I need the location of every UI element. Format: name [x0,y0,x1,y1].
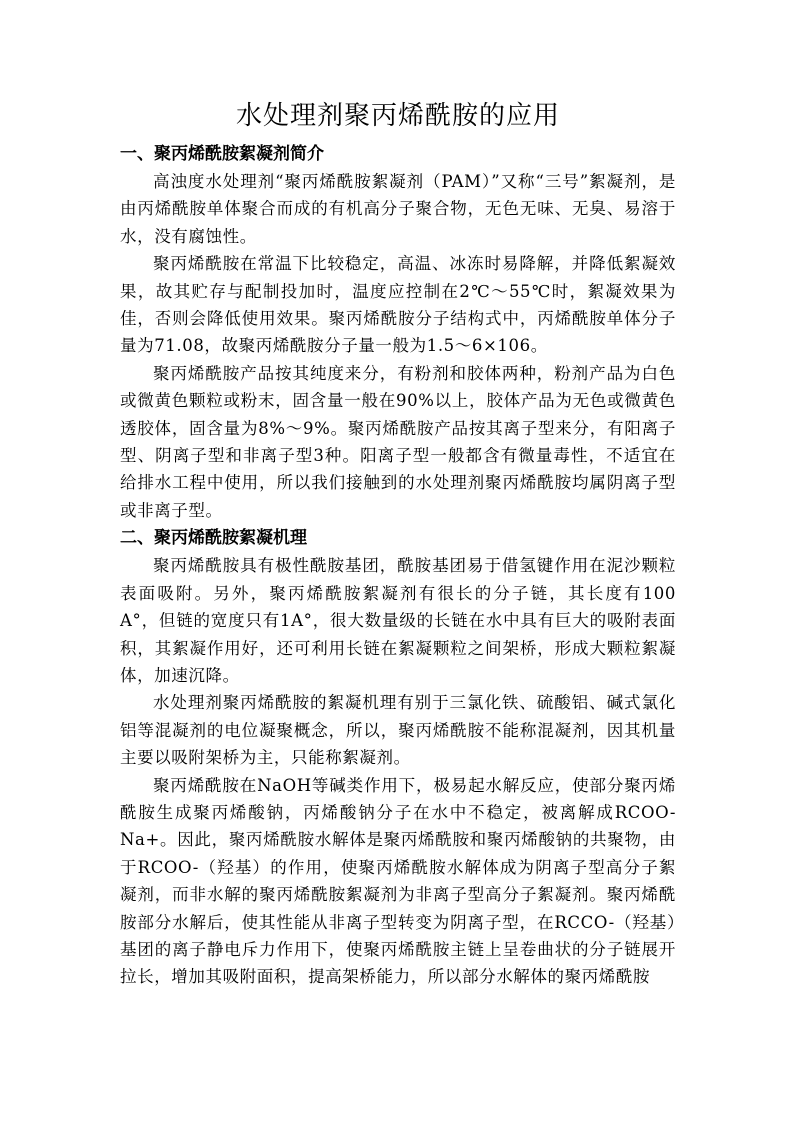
paragraph: 聚丙烯酰胺在常温下比较稳定，高温、冰冻时易降解，并降低絮凝效果，故其贮存与配制投加时，温度应控制在2℃～55℃时，絮凝效果为佳，否则会降低使用效果。聚丙烯酰胺分子结构式中，丙烯酰胺单体分子量为71.08，故聚丙烯酰胺分子量一般为1.5～6×106。 [120,254,676,356]
document-title: 水处理剂聚丙烯酰胺的应用 [235,101,560,131]
paragraph: 聚丙烯酰胺具有极性酰胺基团，酰胺基团易于借氢键作用在泥沙颗粒表面吸附。另外，聚丙烯酰胺絮凝剂有很长的分子链，其长度有100 A°，但链的宽度只有1A°，很大数量级的长链在水中具有巨大的吸附表面积，其絮凝作用好，还可利用长链在絮凝颗粒之间架桥，形成大颗粒絮凝体，加速沉降。 [120,556,676,685]
section-heading: 二、聚丙烯酰胺絮凝机理 [120,528,307,549]
section-heading: 一、聚丙烯酰胺絮凝剂简介 [120,144,324,164]
paragraph: 聚丙烯酰胺产品按其纯度来分，有粉剂和胶体两种，粉剂产品为白色或微黄色颗粒或粉末，固含量一般在90%以上，胶体产品为无色或微黄色透胶体，固含量为8%～9%。聚丙烯酰胺产品按其离子型来分，有阳离子型、阴离子型和非离子型3种。阳离子型一般都含有微量毒性，不适宜在给排水工程中使用，所以我们接触到的水处理剂聚丙烯酰胺均属阴离子型或非离子型。 [120,363,676,520]
paragraph: 水处理剂聚丙烯酰胺的絮凝机理有别于三氯化铁、硫酸铝、碱式氯化铝等混凝剂的电位凝聚概念，所以，聚丙烯酰胺不能称混凝剂，因其机量主要以吸附架桥为主，只能称絮凝剂。 [120,693,676,768]
paragraph: 高浊度水处理剂“聚丙烯酰胺絮凝剂（PAM）”又称“三号”絮凝剂，是由丙烯酰胺单体聚合而成的有机高分子聚合物，无色无味、无臭、易溶于水，没有腐蚀性。 [120,172,676,246]
section-mechanism [120,524,676,991]
paragraph: 聚丙烯酰胺在NaOH等碱类作用下，极易起水解反应，使部分聚丙烯酰胺生成聚丙烯酸钠，丙烯酸钠分子在水中不稳定，被离解成RCOO-Na+。因此，聚丙烯酰胺水解体是聚丙烯酰胺和聚丙烯酸钠的共聚物，由于RCOO-（羟基）的作用，使聚丙烯酰胺水解体成为阴离子型高分子絮凝剂，而非水解的聚丙烯酰胺絮凝剂为非离子型高分子絮凝剂。聚丙烯酰胺部分水解后，使其性能从非离子型转变为阴离子型，在RCCO-（羟基）基团的离子静电斥力作用下，使聚丙烯酰胺主链上呈卷曲状的分子链展开拉长，增加其吸附面积，提高架桥能力，所以部分水解体的聚丙烯酰胺 [120,775,676,987]
section-introduction [120,140,676,524]
document-page [120,96,676,991]
